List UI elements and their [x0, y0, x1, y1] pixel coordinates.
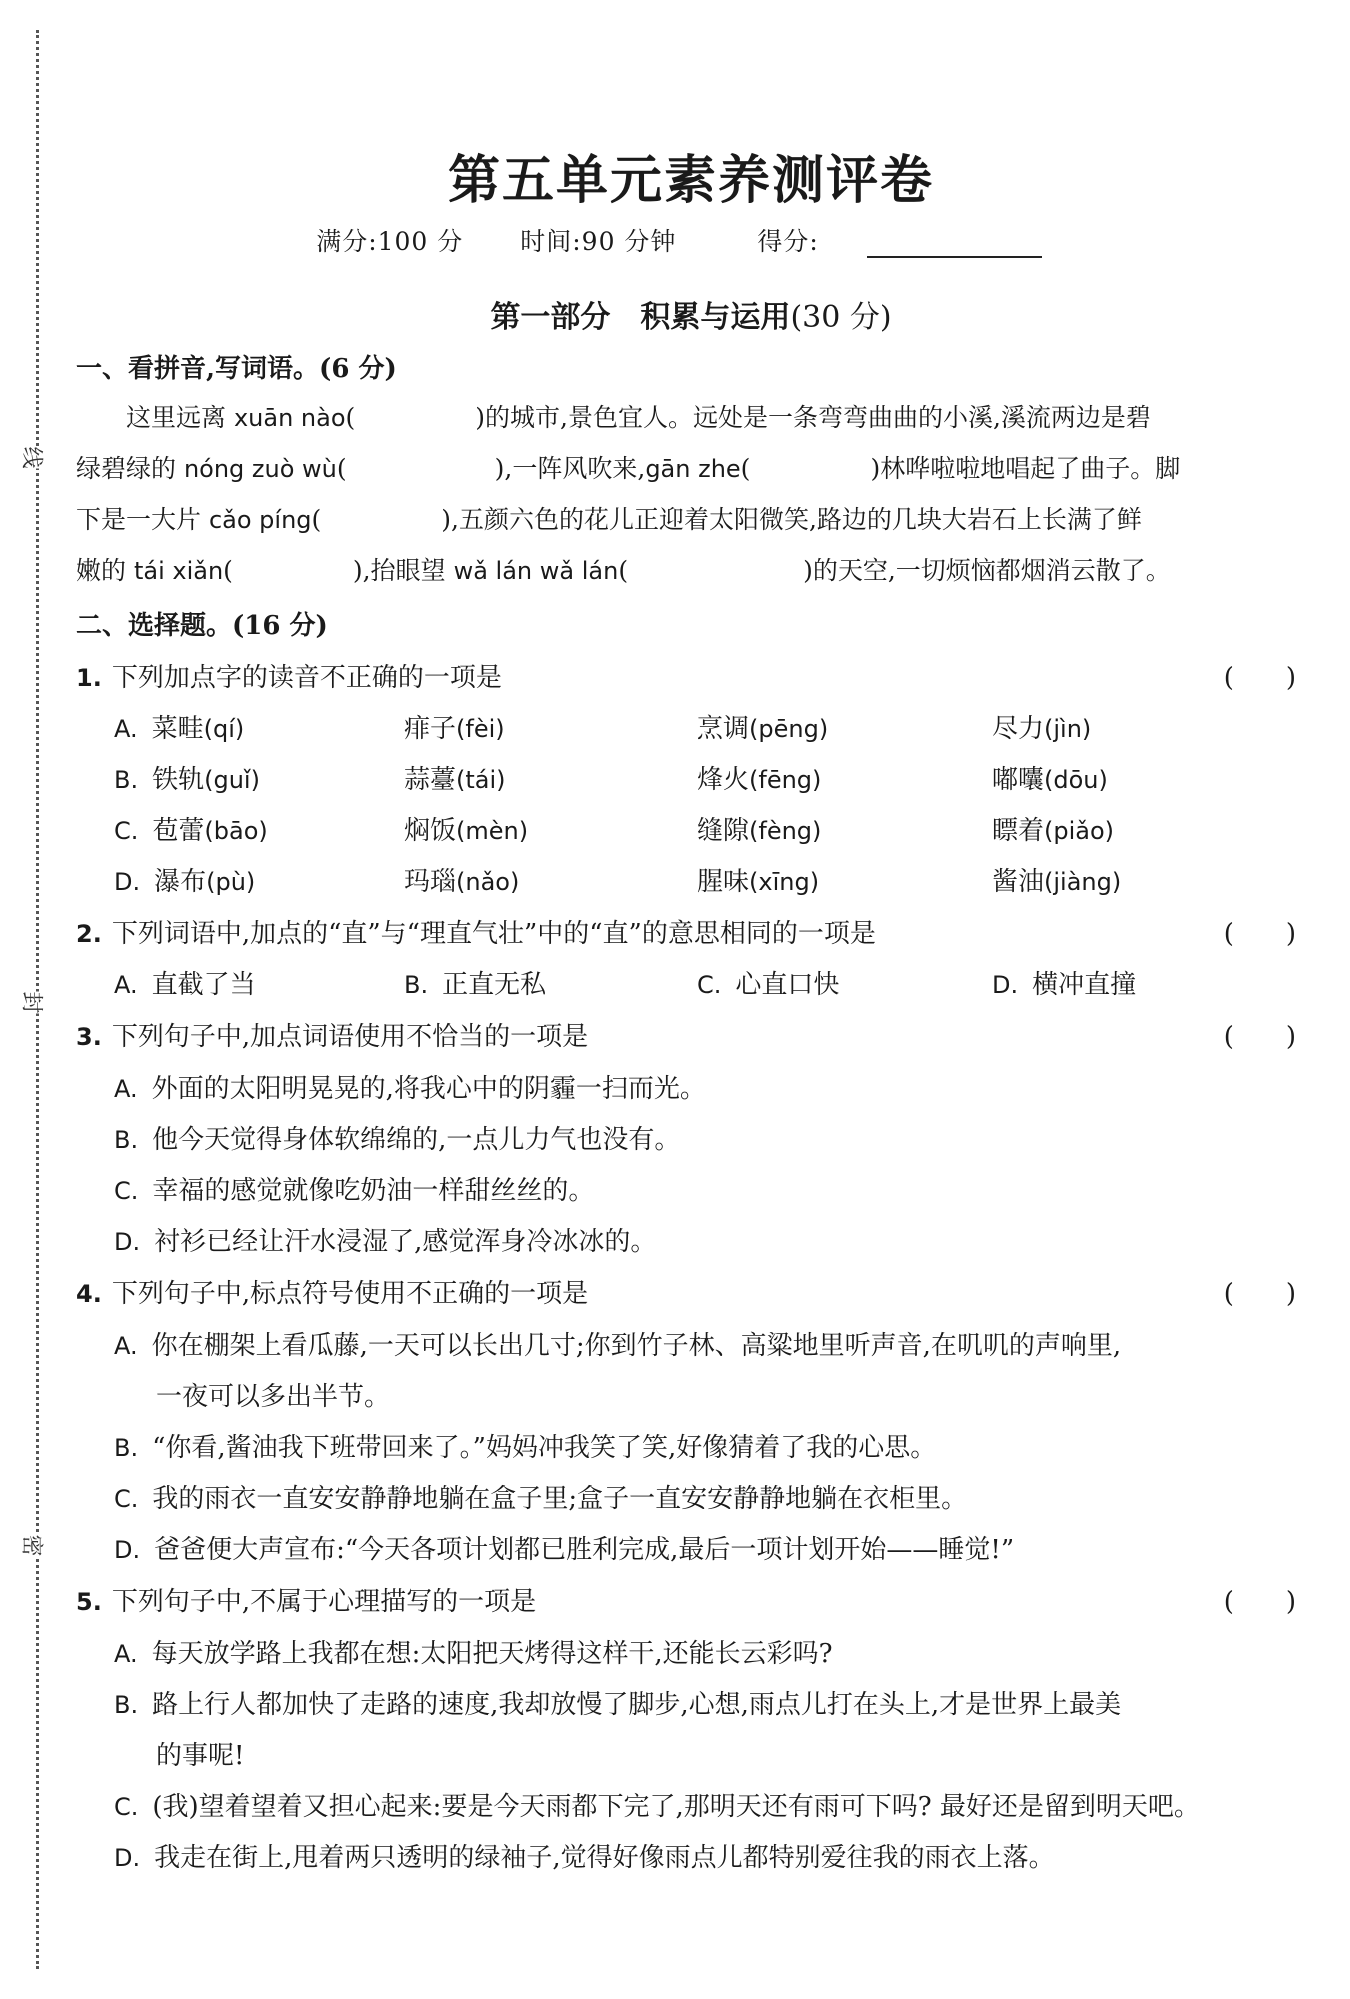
q5-option-a: A. 每天放学路上我都在想:太阳把天烤得这样干,还能长云彩吗?	[114, 1639, 833, 1669]
q4-option-a: A. 你在棚架上看瓜藤,一天可以长出几寸;你到竹子林、高粱地里听声音,在叽叽的声响里,	[114, 1331, 1122, 1361]
q5-option-d: D. 我走在街上,甩着两只透明的绿袖子,觉得好像雨点儿都特别爱往我的雨衣上落。	[114, 1843, 1055, 1873]
section-two-heading: 二、选择题。(16 分)	[76, 611, 328, 641]
q5-option-b: B. 路上行人都加快了走路的速度,我却放慢了脚步,心想,雨点儿打在头上,才是世界上最美	[114, 1690, 1122, 1720]
answer-paren[interactable]: ( )	[1223, 919, 1296, 949]
q3-option-a: A. 外面的太阳明晃晃的,将我心中的阴霾一扫而光。	[114, 1074, 706, 1104]
q4-option-d: D. 爸爸便大声宣布:“今天各项计划都已胜利完成,最后一项计划开始——睡觉!”	[114, 1535, 1015, 1565]
part-one-title: 第一部分 积累与运用(30 分)	[490, 300, 892, 335]
answer-paren[interactable]: ( )	[1223, 1279, 1296, 1309]
passage-line: 这里远离 xuān nào( )的城市,景色宜人。远处是一条弯弯曲曲的小溪,溪流两边是碧	[76, 403, 1151, 432]
page-title: 第五单元素养测评卷	[447, 150, 934, 211]
time-limit: 时间:90 分钟	[520, 227, 677, 256]
full-score: 满分:100 分	[316, 227, 464, 256]
q5-option-b-cont: 的事呢!	[156, 1741, 245, 1771]
q3-option-b: B. 他今天觉得身体软绵绵的,一点儿力气也没有。	[114, 1125, 681, 1155]
question-3: 3. 下列句子中,加点词语使用不恰当的一项是 ( )	[76, 1016, 1306, 1053]
question-2: 2. 下列词语中,加点的“直”与“理直气壮”中的“直”的意思相同的一项是 ( )	[76, 913, 1306, 950]
q4-option-a-cont: 一夜可以多出半节。	[156, 1382, 391, 1412]
q5-option-c: C. (我)望着望着又担心起来:要是今天雨都下完了,那明天还有雨可下吗? 最好还是留到明天吧。	[114, 1792, 1200, 1822]
score-field: 得分:	[733, 227, 1065, 256]
question-4: 4. 下列句子中,标点符号使用不正确的一项是 ( )	[76, 1273, 1306, 1310]
passage-line: 下是一大片 cǎo píng( ),五颜六色的花儿正迎着太阳微笑,路边的几块大岩石上长满了鲜	[76, 505, 1142, 534]
binding-char-seal: 封	[16, 991, 51, 1013]
answer-paren[interactable]: ( )	[1223, 663, 1296, 693]
passage-line: 绿碧绿的 nóng zuò wù( ),一阵风吹来,gān zhe( )林哗啦啦地唱起了曲子。脚	[76, 454, 1181, 483]
q4-option-b: B. “你看,酱油我下班带回来了。”妈妈冲我笑了笑,好像猜着了我的心思。	[114, 1433, 937, 1463]
passage-line: 嫩的 tái xiǎn( ),抬眼望 wǎ lán wǎ lán( )的天空,一切烦恼都烟消云散了。	[76, 556, 1171, 585]
question-1: 1. 下列加点字的读音不正确的一项是 ( )	[76, 657, 1306, 694]
q4-option-c: C. 我的雨衣一直安安静静地躺在盒子里;盒子一直安安静静地躺在衣柜里。	[114, 1484, 968, 1514]
section-one-heading: 一、看拼音,写词语。(6 分)	[76, 354, 397, 384]
q3-option-d: D. 衬衫已经让汗水浸湿了,感觉浑身冷冰冰的。	[114, 1227, 657, 1257]
binding-char-line: 线	[16, 446, 51, 468]
question-5: 5. 下列句子中,不属于心理描写的一项是 ( )	[76, 1581, 1306, 1618]
q3-option-c: C. 幸福的感觉就像吃奶油一样甜丝丝的。	[114, 1176, 595, 1206]
answer-paren[interactable]: ( )	[1223, 1022, 1296, 1052]
binding-char-secret: 密	[16, 1534, 51, 1556]
exam-meta	[76, 222, 1306, 258]
answer-paren[interactable]: ( )	[1223, 1587, 1296, 1617]
score-blank[interactable]	[867, 234, 1042, 258]
